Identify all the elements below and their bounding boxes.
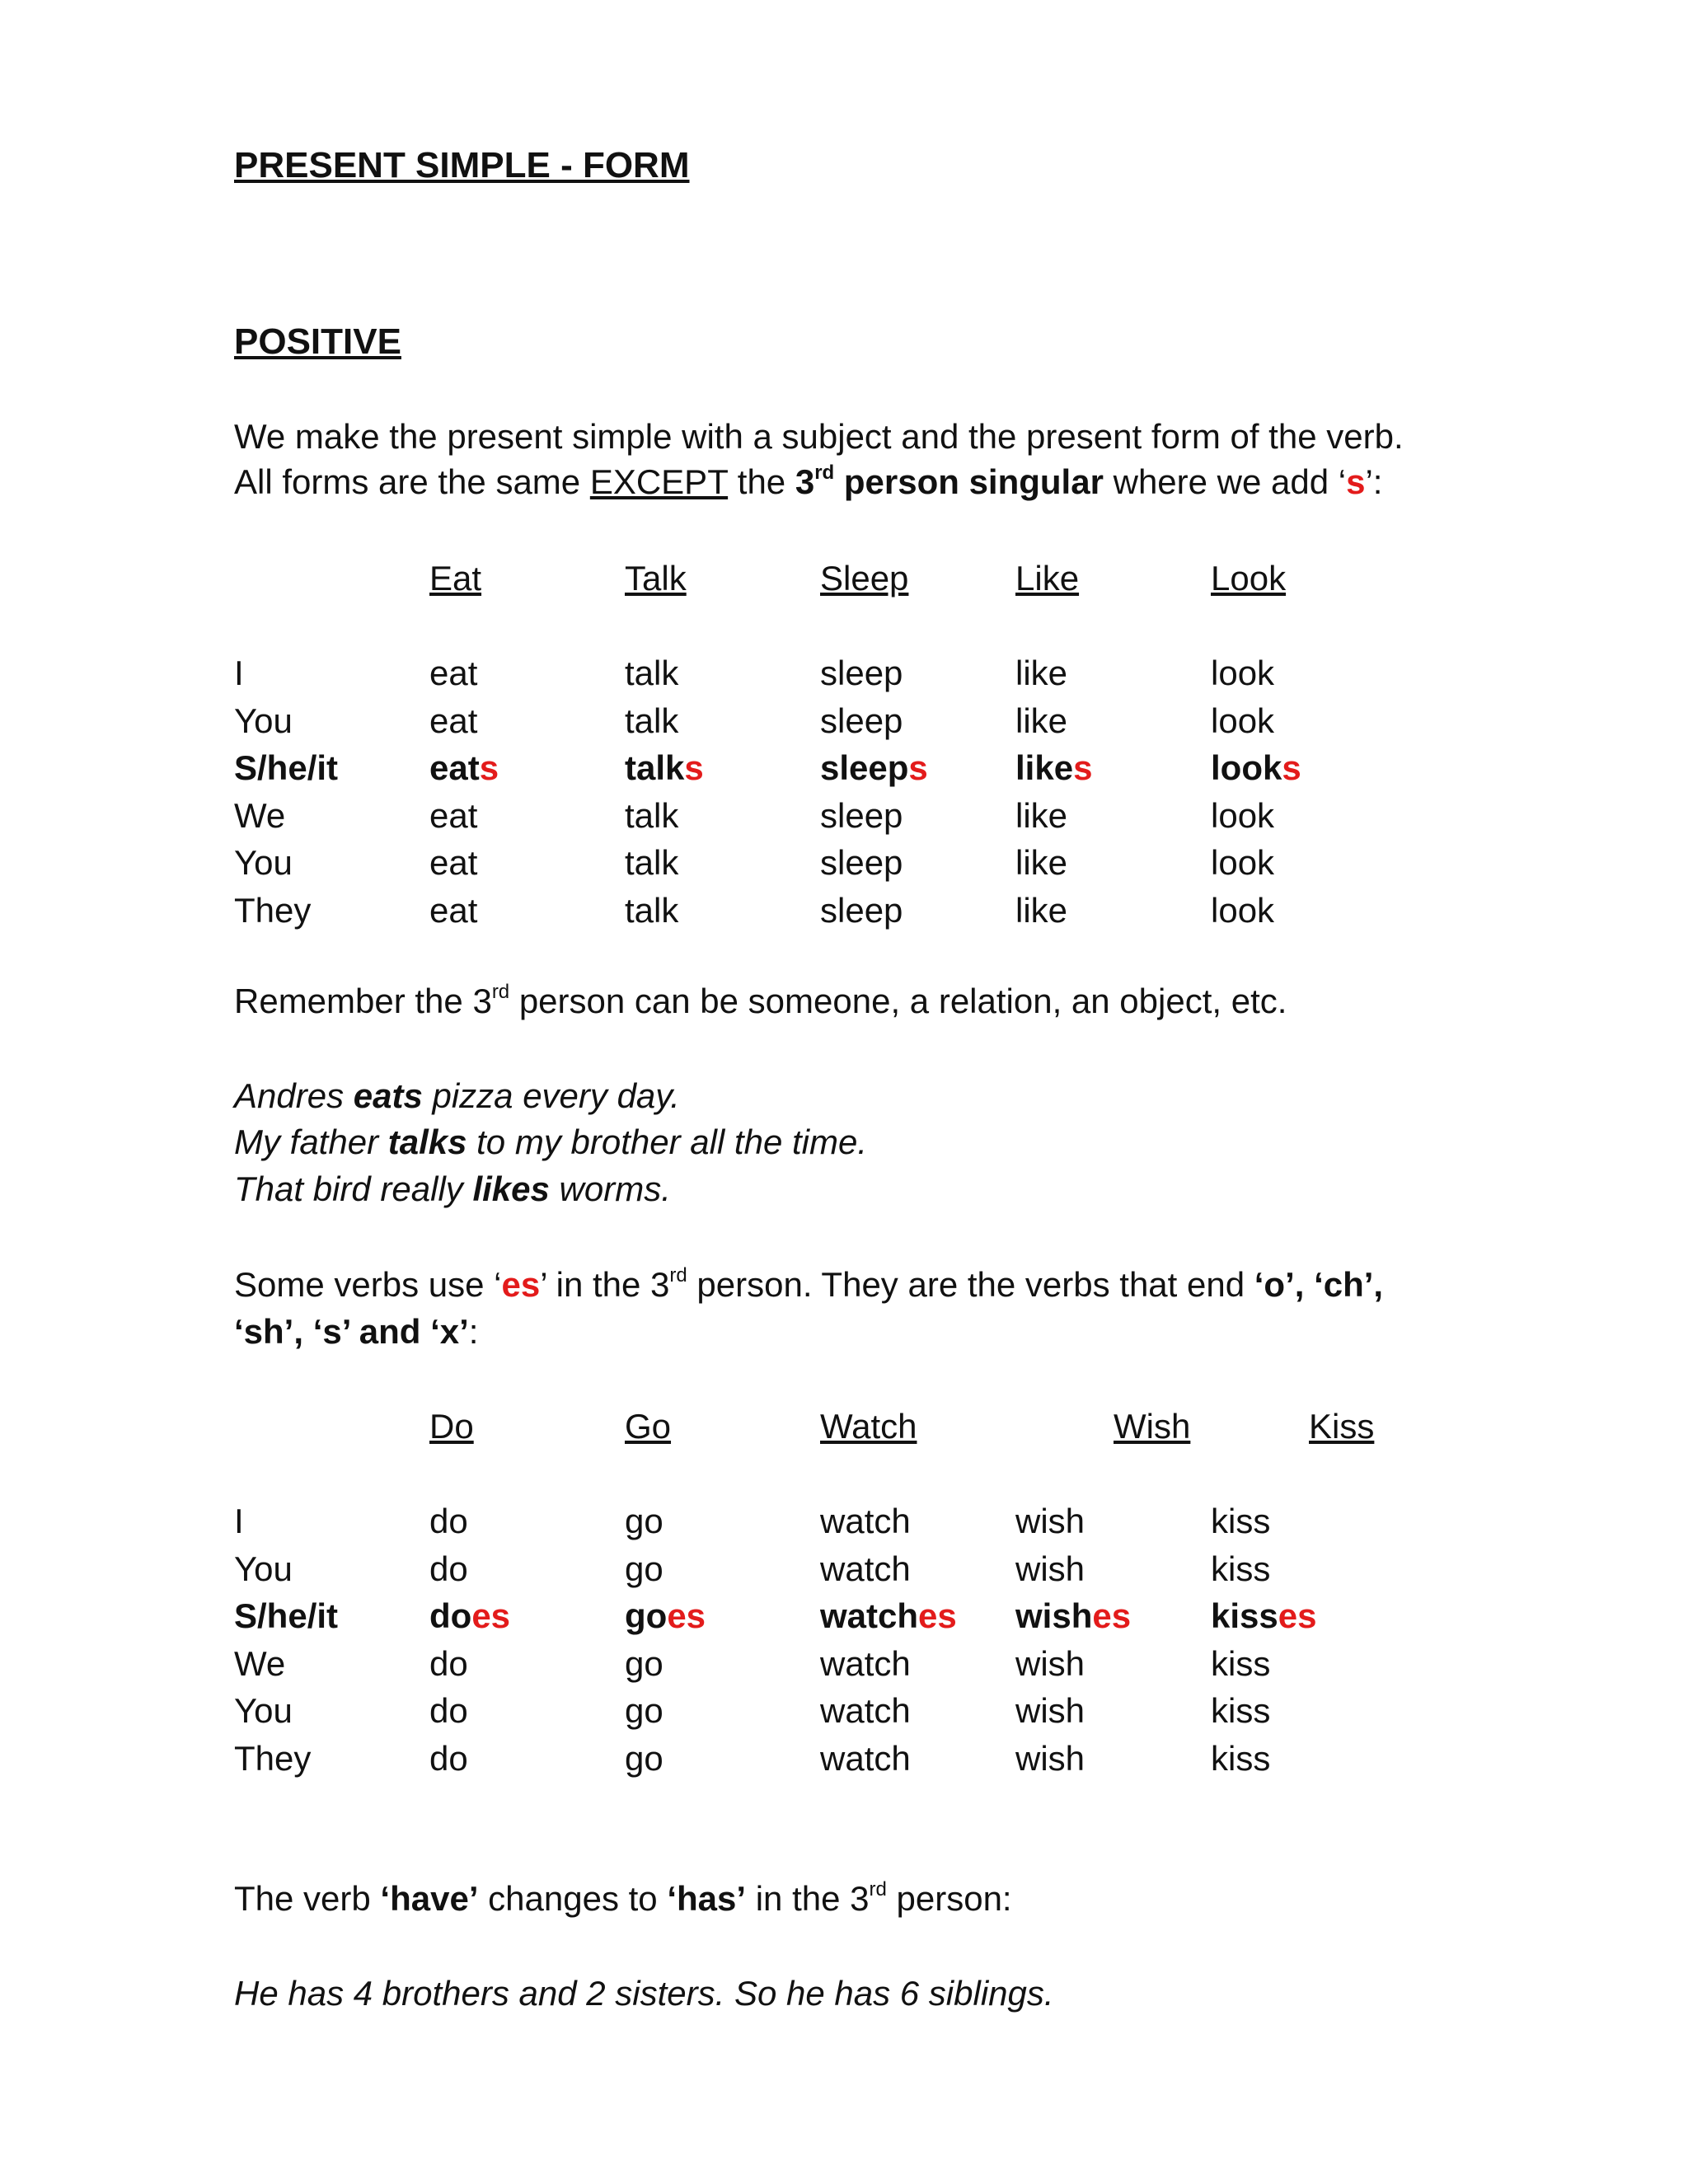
verb-ending: s — [479, 748, 499, 787]
verb-form: go — [625, 1502, 663, 1540]
row-subject: We — [234, 1643, 286, 1683]
verb-form: eat — [429, 843, 478, 882]
third-person-form — [820, 1593, 957, 1639]
verb-form: eat — [429, 795, 478, 835]
row-subject: You — [234, 1549, 293, 1588]
row-subject: You — [234, 701, 293, 740]
verb-stem: eat — [429, 748, 480, 787]
table-header: Talk — [625, 559, 687, 598]
example-sentence: That bird really likes worms. — [234, 1169, 671, 1208]
verb-form: wish — [1015, 1502, 1085, 1540]
verb-form: do — [429, 1691, 468, 1730]
verb-ending: s — [1282, 748, 1301, 787]
table-row — [234, 1546, 1388, 1592]
third-person-form — [1015, 1593, 1131, 1639]
table-header: Go — [625, 1407, 672, 1446]
verb-form: watch — [820, 1738, 911, 1778]
verb-ending: es — [1092, 1596, 1132, 1635]
verb-form: like — [1015, 654, 1068, 692]
table-row — [234, 793, 1388, 839]
verb-form: look — [1211, 795, 1275, 835]
remember-note: Remember the 3rd person can be someone, a relation, an object, etc. — [234, 981, 1287, 1020]
table-header: Watch — [820, 1407, 917, 1446]
verb-form: watch — [820, 1502, 911, 1540]
verb-form: look — [1211, 843, 1275, 882]
verb-stem: look — [1211, 748, 1282, 787]
table-header: Do — [429, 1407, 474, 1446]
row-subject: I — [234, 1502, 244, 1540]
third-person-form — [1015, 745, 1092, 791]
verb-form: wish — [1015, 1738, 1085, 1778]
verb-form: do — [429, 1738, 468, 1778]
third-person-form — [429, 745, 499, 791]
verb-form: kiss — [1211, 1549, 1271, 1588]
table-row — [234, 1641, 1388, 1687]
table-row — [234, 650, 1388, 696]
table-row — [234, 698, 1388, 744]
verb-form: sleep — [820, 654, 903, 692]
verb-ending: s — [1073, 748, 1093, 787]
verb-stem: sleep — [820, 748, 909, 787]
verb-form: sleep — [820, 701, 903, 740]
table-row — [234, 1593, 1388, 1639]
row-subject: I — [234, 654, 244, 692]
verb-form: sleep — [820, 843, 903, 882]
row-subject: We — [234, 795, 286, 835]
row-subject: They — [234, 1738, 312, 1778]
verb-form: like — [1015, 795, 1068, 835]
verb-form: wish — [1015, 1549, 1085, 1588]
table-row — [234, 745, 1388, 791]
third-person-form — [1211, 745, 1301, 791]
example-sentence: Andres eats pizza every day. — [234, 1076, 680, 1115]
page-title: PRESENT SIMPLE - FORM — [234, 145, 690, 185]
verb-form: talk — [625, 701, 679, 740]
table-header: Like — [1015, 559, 1080, 598]
verb-form: do — [429, 1643, 468, 1683]
verb-form: kiss — [1211, 1738, 1271, 1778]
table-header: Look — [1211, 559, 1287, 598]
section-heading-positive: POSITIVE — [234, 321, 401, 362]
verb-stem: do — [429, 1596, 472, 1635]
third-person-form — [820, 745, 928, 791]
verb-stem: talk — [625, 748, 685, 787]
verb-ending: es — [918, 1596, 957, 1635]
verb-form: kiss — [1211, 1691, 1271, 1730]
table-row — [234, 1736, 1388, 1782]
verb-form: eat — [429, 701, 478, 740]
verb-form: look — [1211, 890, 1275, 930]
verb-ending: es — [471, 1596, 511, 1635]
es-rule-line-1: Some verbs use ‘es’ in the 3rd person. They are the verbs that end ‘o’, ‘ch’, — [234, 1264, 1384, 1304]
verb-form: kiss — [1211, 1643, 1271, 1683]
third-person-form — [625, 745, 704, 791]
third-person-form — [1211, 1593, 1316, 1639]
verb-form: look — [1211, 701, 1275, 740]
verb-form: talk — [625, 795, 679, 835]
verb-form: wish — [1015, 1691, 1085, 1730]
verb-ending: es — [667, 1596, 706, 1635]
verb-form: talk — [625, 654, 679, 692]
have-example: He has 4 brothers and 2 sisters. So he has 6 siblings. — [234, 1974, 1054, 2013]
table-row — [234, 1498, 1388, 1544]
intro-line-2: All forms are the same EXCEPT the 3rd person singular where we add ‘s’: — [234, 462, 1383, 501]
verb-ending: es — [1278, 1596, 1317, 1635]
verb-form: like — [1015, 843, 1068, 882]
row-subject: You — [234, 843, 293, 882]
verb-stem: go — [625, 1596, 668, 1635]
verb-form: talk — [625, 890, 679, 930]
table-row — [234, 840, 1388, 886]
verb-form: eat — [429, 890, 478, 930]
third-person-form — [429, 1593, 510, 1639]
third-person-form — [625, 1593, 706, 1639]
verb-form: like — [1015, 890, 1068, 930]
have-rule: The verb ‘have’ changes to ‘has’ in the 3rd person: — [234, 1878, 1012, 1918]
table-row — [234, 1688, 1388, 1734]
verb-form: sleep — [820, 890, 903, 930]
verb-form: talk — [625, 843, 679, 882]
verb-ending: s — [684, 748, 704, 787]
table-header: Wish — [1114, 1407, 1191, 1446]
verb-stem: like — [1015, 748, 1074, 787]
table-header: Eat — [429, 559, 482, 598]
verb-form: kiss — [1211, 1502, 1271, 1540]
verb-ending: s — [908, 748, 928, 787]
row-subject: S/he/it — [234, 748, 339, 787]
verb-form: do — [429, 1502, 468, 1540]
row-subject: S/he/it — [234, 1596, 339, 1635]
es-rule-line-2: ‘sh’, ‘s’ and ‘x’: — [234, 1312, 479, 1351]
verb-form: eat — [429, 654, 478, 692]
verb-form: do — [429, 1549, 468, 1588]
verb-form: go — [625, 1691, 663, 1730]
verb-form: go — [625, 1643, 663, 1683]
intro-line-1: We make the present simple with a subject and the present form of the verb. — [234, 417, 1404, 456]
verb-form: look — [1211, 654, 1275, 692]
verb-form: watch — [820, 1549, 911, 1588]
verb-form: like — [1015, 701, 1068, 740]
verb-stem: wish — [1015, 1596, 1093, 1635]
verb-form: sleep — [820, 795, 903, 835]
verb-form: go — [625, 1549, 663, 1588]
verb-stem: watch — [820, 1596, 919, 1635]
verb-form: watch — [820, 1691, 911, 1730]
row-subject: They — [234, 890, 312, 930]
table-row — [234, 888, 1388, 934]
verb-stem: kiss — [1211, 1596, 1278, 1635]
verb-form: wish — [1015, 1643, 1085, 1683]
table-header: Sleep — [820, 559, 909, 598]
example-sentence: My father talks to my brother all the time. — [234, 1122, 867, 1161]
row-subject: You — [234, 1691, 293, 1730]
table-header: Kiss — [1309, 1407, 1375, 1446]
verb-form: go — [625, 1738, 663, 1778]
verb-form: watch — [820, 1643, 911, 1683]
